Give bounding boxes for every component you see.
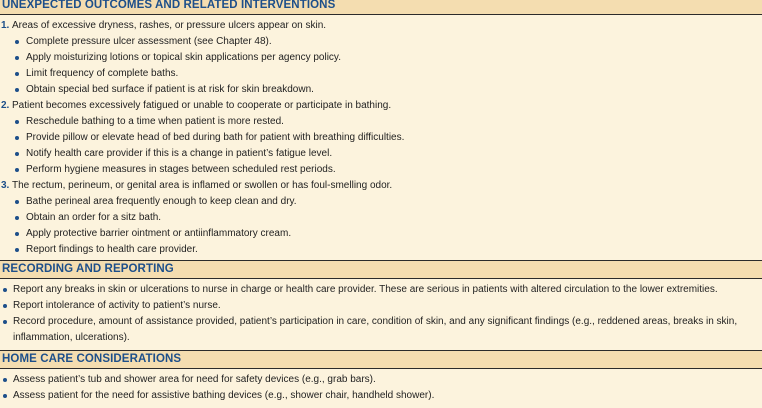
outcome-number: 2. — [1, 100, 10, 111]
bullet-icon — [15, 152, 19, 156]
recording-reporting-list — [0, 279, 762, 350]
bullet-icon — [3, 320, 7, 324]
bullet-icon — [3, 304, 7, 308]
recording-item — [0, 298, 762, 314]
bullet-icon — [15, 248, 19, 252]
section-title-home-care: HOME CARE CONSIDERATIONS — [0, 351, 762, 368]
intervention-text: Report findings to health care provider. — [26, 244, 198, 255]
recording-item — [0, 314, 762, 346]
outcome-number: 3. — [1, 180, 10, 191]
home-care-text: Assess patient for the need for assistive bathing devices (e.g., shower chair, handheld shower). — [13, 390, 435, 401]
intervention-text: Limit frequency of complete baths. — [26, 68, 179, 79]
intervention-item — [0, 66, 762, 82]
intervention-item — [0, 226, 762, 242]
intervention-item — [0, 50, 762, 66]
outcome-number: 1. — [1, 20, 10, 31]
intervention-item — [0, 194, 762, 210]
bullet-icon — [3, 288, 7, 292]
intervention-text: Obtain special bed surface if patient is at risk for skin breakdown. — [26, 84, 314, 95]
bullet-icon — [15, 232, 19, 236]
outcome-text: Areas of excessive dryness, rashes, or pressure ulcers appear on skin. — [12, 20, 327, 31]
bullet-icon — [15, 216, 19, 220]
interventions-list — [0, 34, 762, 98]
interventions-list — [0, 114, 762, 178]
home-care-item — [0, 388, 762, 404]
outcome-text: The rectum, perineum, or genital area is inflamed or swollen or has foul-smelling odor. — [12, 180, 393, 191]
intervention-item — [0, 162, 762, 178]
recording-item — [0, 282, 762, 298]
home-care-text: Assess patient’s tub and shower area for need for safety devices (e.g., grab bars). — [13, 374, 376, 385]
bullet-icon — [15, 56, 19, 60]
bullet-icon — [3, 394, 7, 398]
section-title-recording-reporting: RECORDING AND REPORTING — [0, 261, 762, 278]
intervention-item — [0, 242, 762, 258]
bullet-icon — [15, 72, 19, 76]
bullet-icon — [15, 40, 19, 44]
intervention-text: Notify health care provider if this is a change in patient’s fatigue level. — [26, 148, 333, 159]
outcome-1 — [0, 18, 762, 34]
intervention-item — [0, 130, 762, 146]
intervention-item — [0, 114, 762, 130]
intervention-text: Apply protective barrier ointment or antiinflammatory cream. — [26, 228, 292, 239]
intervention-text: Apply moisturizing lotions or topical skin applications per agency policy. — [26, 52, 341, 63]
intervention-text: Obtain an order for a sitz bath. — [26, 212, 162, 223]
intervention-item — [0, 34, 762, 50]
home-care-item — [0, 372, 762, 388]
bullet-icon — [15, 168, 19, 172]
recording-text: Record procedure, amount of assistance provided, patient’s participation in care, condition of skin, and any significant findings (e.g., reddened areas, breaks in skin, inflammation, ulcerations). — [13, 316, 738, 343]
intervention-text: Reschedule bathing to a time when patient is more rested. — [26, 116, 284, 127]
bullet-icon — [15, 136, 19, 140]
intervention-text: Bathe perineal area frequently enough to keep clean and dry. — [26, 196, 297, 207]
intervention-text: Complete pressure ulcer assessment (see Chapter 48). — [26, 36, 272, 47]
recording-text: Report any breaks in skin or ulcerations to nurse in charge or health care provider. These are serious in patients with altered circulation to the lower extremities. — [13, 284, 718, 295]
intervention-item — [0, 82, 762, 98]
home-care-list — [0, 369, 762, 404]
unexpected-outcomes-list — [0, 15, 762, 260]
intervention-item — [0, 210, 762, 226]
recording-text: Report intolerance of activity to patient’s nurse. — [13, 300, 221, 311]
outcome-3 — [0, 178, 762, 194]
intervention-text: Perform hygiene measures in stages between scheduled rest periods. — [26, 164, 336, 175]
interventions-list — [0, 194, 762, 258]
section-title-unexpected-outcomes: UNEXPECTED OUTCOMES AND RELATED INTERVENTIONS — [0, 0, 762, 14]
bullet-icon — [15, 88, 19, 92]
bullet-icon — [15, 120, 19, 124]
intervention-text: Provide pillow or elevate head of bed during bath for patient with breathing difficulties. — [26, 132, 405, 143]
bullet-icon — [3, 378, 7, 382]
intervention-item — [0, 146, 762, 162]
bullet-icon — [15, 200, 19, 204]
outcome-2 — [0, 98, 762, 114]
outcome-text: Patient becomes excessively fatigued or unable to cooperate or participate in bathing. — [12, 100, 392, 111]
